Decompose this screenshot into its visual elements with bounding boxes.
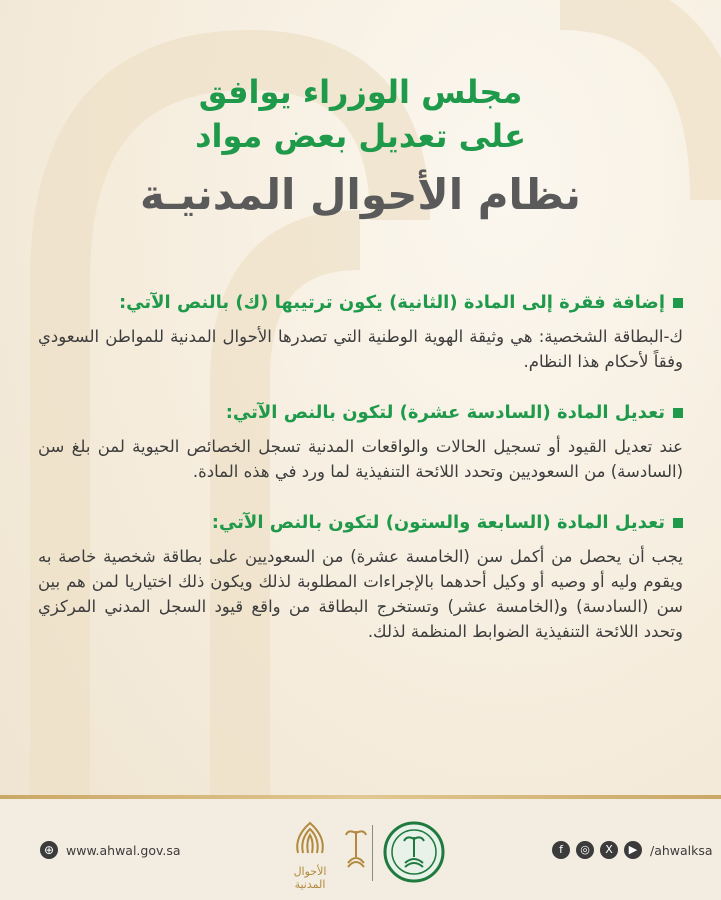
content bbox=[38, 290, 683, 670]
page-title: نظام الأحوال المدنيـة bbox=[140, 170, 581, 219]
fingerprint-icon bbox=[290, 815, 330, 859]
instagram-icon[interactable]: ◎ bbox=[576, 841, 594, 859]
section-article-16 bbox=[38, 400, 683, 484]
title-line-2: على تعديل بعض مواد bbox=[195, 117, 526, 155]
section-heading bbox=[38, 290, 683, 316]
x-icon[interactable]: X bbox=[600, 841, 618, 859]
section-body: عند تعديل القيود أو تسجيل الحالات والواقعات المدنية تسجل الخصائص الحيوية لمن بلغ سن (السادسة) من السعوديين وتحدد اللائحة التنفيذية لما ورد في هذه المادة. bbox=[38, 437, 683, 481]
section-heading bbox=[38, 510, 683, 536]
social-icons bbox=[552, 841, 642, 859]
square-bullet-icon bbox=[673, 408, 683, 418]
youtube-icon[interactable]: ▶ bbox=[624, 841, 642, 859]
square-bullet-icon bbox=[673, 518, 683, 528]
logo-separator bbox=[372, 825, 373, 881]
social-handle[interactable]: /ahwalksa bbox=[650, 842, 713, 858]
section-body: ك-البطاقة الشخصية: هي وثيقة الهوية الوطنية التي تصدرها الأحوال المدنية للمواطن السعودي وفقاً لأحكام هذا النظام. bbox=[38, 327, 683, 371]
social-links bbox=[552, 841, 713, 859]
section-heading bbox=[38, 400, 683, 426]
website-link[interactable] bbox=[40, 841, 181, 859]
section-body: يجب أن يحصل من أكمل سن (الخامسة عشرة) من السعوديين على بطاقة شخصية خاصة به ويقوم وليه أو وصيه أو وكيل أحدهما بالإجراءات المطلوبة لذلك ويكون ذلك اختياريا لمن هم بين سن (السادسة) و(الخامسة عشر) وتستخرج البطاقة من واقع قيود السجل المدني المركزي وتحدد اللائحة التنفيذية الضوابط المنظمة لذلك. bbox=[38, 547, 683, 641]
facebook-icon[interactable]: f bbox=[552, 841, 570, 859]
square-bullet-icon bbox=[673, 298, 683, 308]
ministry-emblem-icon bbox=[383, 821, 445, 883]
logos bbox=[280, 815, 450, 891]
header bbox=[0, 70, 721, 226]
civil-affairs-logo bbox=[280, 815, 340, 891]
title-line-1: مجلس الوزراء يوافق bbox=[198, 73, 523, 111]
section-heading-text: تعديل المادة (السادسة عشرة) لتكون بالنص الآتي: bbox=[225, 402, 665, 423]
palm-swords-icon bbox=[344, 823, 368, 871]
globe-icon: ⊕ bbox=[40, 841, 58, 859]
footer bbox=[0, 799, 721, 900]
section-heading-text: إضافة فقرة إلى المادة (الثانية) يكون ترتيبها (ك) بالنص الآتي: bbox=[118, 292, 665, 313]
section-heading-text: تعديل المادة (السابعة والستون) لتكون بالنص الآتي: bbox=[211, 512, 665, 533]
section-article-67 bbox=[38, 510, 683, 644]
civil-affairs-logo-text: الأحوال المدنية bbox=[293, 865, 327, 891]
section-article-2 bbox=[38, 290, 683, 374]
website-url[interactable]: www.ahwal.gov.sa bbox=[66, 842, 181, 858]
